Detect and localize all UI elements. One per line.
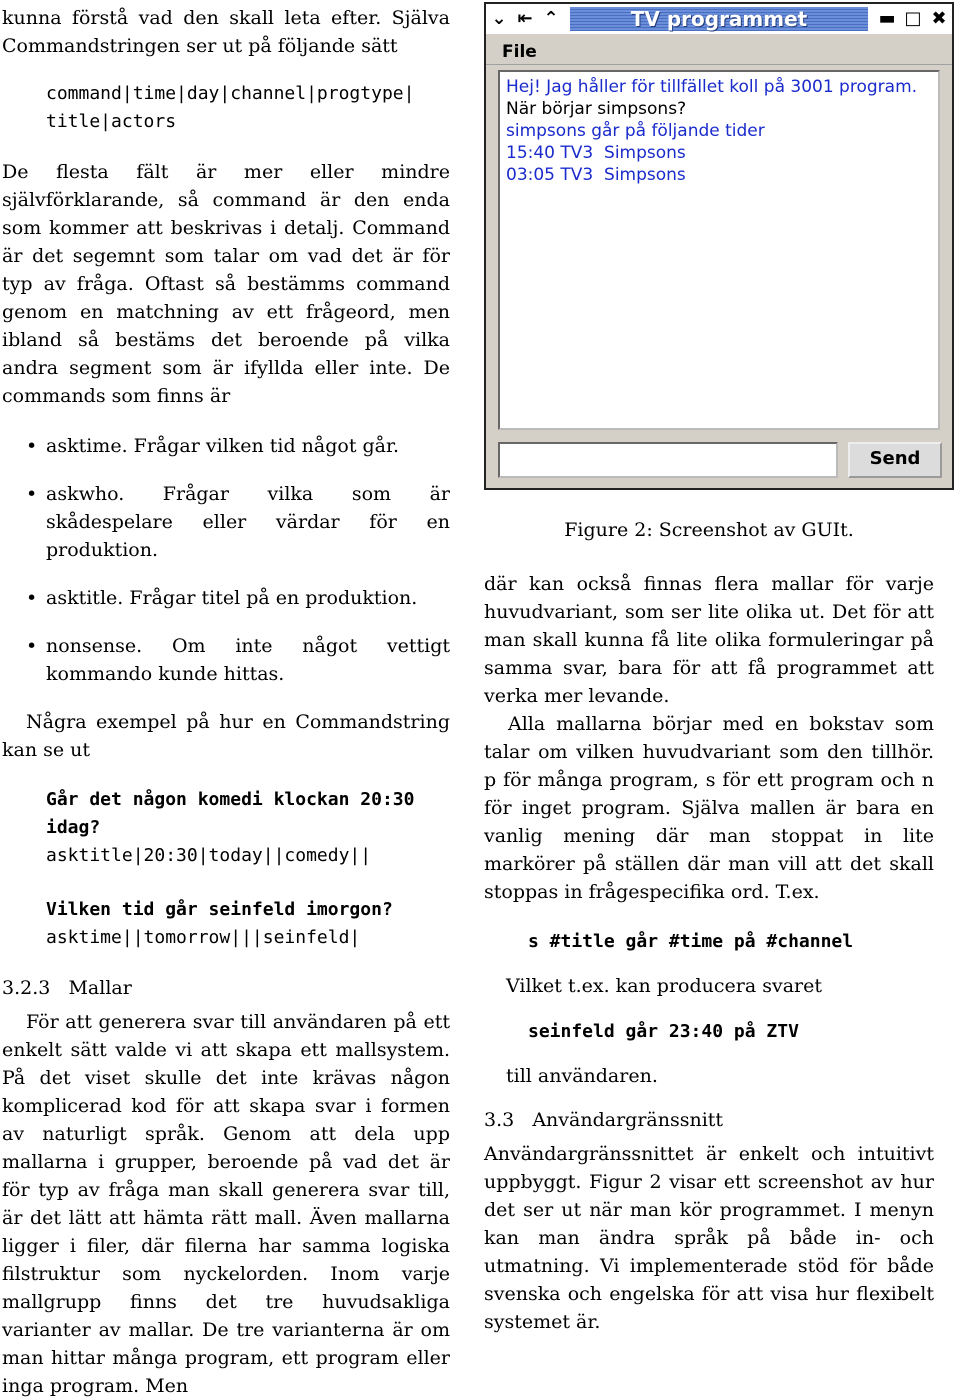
left-column (2, 0, 450, 1400)
menu-file[interactable]: File (502, 42, 537, 62)
chat-message: När börjar simpsons? (506, 99, 687, 119)
chat-message: simpsons går på följande tider (506, 121, 765, 141)
chat-message: Hej! Jag håller för tillfället koll på 3001 program. (506, 77, 918, 97)
right-column (484, 516, 934, 1336)
bullet-icon: • (26, 435, 38, 457)
paragraph: kunna förstå vad den skall leta efter. Själva Commandstringen ser ut på följande sätt (2, 7, 450, 57)
paragraph: Några exempel på hur en Commandstring kan se ut (2, 711, 450, 761)
code-block: command|time|day|channel|progtype| title|actors (46, 83, 415, 132)
window-title: TV programmet (570, 7, 868, 31)
send-button[interactable]: Send (848, 442, 942, 478)
section-heading: 3.3 Användargränssnitt (484, 1109, 724, 1131)
section-heading: 3.2.3 Mallar (2, 977, 132, 999)
paragraph: där kan också finnas flera mallar för varje huvudvariant, som ser lite olika ut. Det för att man skall kunna få lite olika formuleringar på samma svar, bara för att få programmet att verka mer levande. (484, 573, 934, 707)
minimize-icon[interactable]: ▬ (878, 8, 896, 29)
menu-bar (486, 36, 952, 65)
bullet-icon: • (26, 483, 38, 505)
paragraph: till användaren. (506, 1065, 658, 1087)
example-command: asktitle|20:30|today||comedy|| (46, 845, 372, 866)
paragraph: Vilket t.ex. kan producera svaret (506, 975, 822, 997)
pin-icon[interactable]: ⇤ (517, 8, 533, 29)
example-question: Går det någon komedi klockan 20:30 idag? (46, 789, 415, 838)
maximize-icon[interactable]: □ (904, 8, 922, 29)
example-command: asktime||tomorrow|||seinfeld| (46, 927, 361, 948)
code-block: s #title går #time på #channel (528, 931, 854, 952)
close-icon[interactable]: ✖ (931, 8, 947, 29)
chevron-down-icon[interactable]: ⌄ (491, 8, 507, 29)
app-window (484, 2, 954, 490)
list-item: • asktitle. Frågar titel på en produktion. (2, 584, 450, 612)
figure-caption: Figure 2: Screenshot av GUIt. (564, 519, 854, 541)
command-list (2, 432, 450, 688)
chat-log[interactable] (498, 70, 940, 430)
chat-message: 15:40 TV3 Simpsons (506, 143, 686, 163)
paragraph: Alla mallarna börjar med en bokstav som talar om vilken huvudvariant som den tillhör. p för många program, s för ett program och n för inget program. Själva mallen är bara en vanlig mening där man stoppat in lite markörer på ställen där man vill att det skall stoppas in frågespecifika ord. T.ex. (484, 713, 934, 903)
title-bar (486, 4, 952, 34)
code-block: seinfeld går 23:40 på ZTV (528, 1021, 799, 1042)
message-input[interactable] (498, 442, 838, 478)
example-question: Vilken tid går seinfeld imorgon? (46, 899, 393, 920)
paragraph: För att generera svar till användaren på ett enkelt sätt valde vi att skapa ett mallsystem. På det viset skulle det inte krävas någon komplicerad kod för att skapa svar i formen av naturligt språk. Genom att dela upp mallarna i grupper, beroende på vad det är för typ av fråga man skall generera svar till, är det lätt att hämta rätt mall. Även mallarna ligger i filer, där filerna har samma logiska filstruktur som nyckelorden. Inom varje mallgrupp finns det tre huvudsakliga varianter av mallar. De tre varianterna är om man hittar många program, ett program eller inga program. Men (2, 1011, 450, 1397)
chevron-up-icon[interactable]: ⌃ (543, 8, 559, 29)
bullet-icon: • (26, 587, 38, 609)
paragraph: De flesta fält är mer eller mindre självförklarande, så command är den enda som kommer att beskrivas i detalj. Command är det segemnt som talar om vad det är för typ av fråga. Oftast så bestämms command genom en matchning av ett frågeord, men ibland så bestäms det beroende på vilka andra segment som är ifyllda eller inte. De commands som finns är (2, 161, 450, 407)
list-item: • askwho. Frågar vilka som är skådespelare eller värdar för en produktion. (2, 480, 450, 564)
list-item: • asktime. Frågar vilken tid något går. (2, 432, 450, 460)
list-item: • nonsense. Om inte något vettigt kommando kunde hittas. (2, 632, 450, 688)
paragraph: Användargränssnittet är enkelt och intuitivt uppbyggt. Figur 2 visar ett screenshot av hur det ser ut när man kör programmet. I menyn kan man ändra språk på både in- och utmatning. Vi implementerade stöd för både svenska och engelska för att visa hur flexibelt systemet är. (484, 1143, 934, 1333)
chat-message: 03:05 TV3 Simpsons (506, 165, 686, 185)
bullet-icon: • (26, 635, 38, 657)
